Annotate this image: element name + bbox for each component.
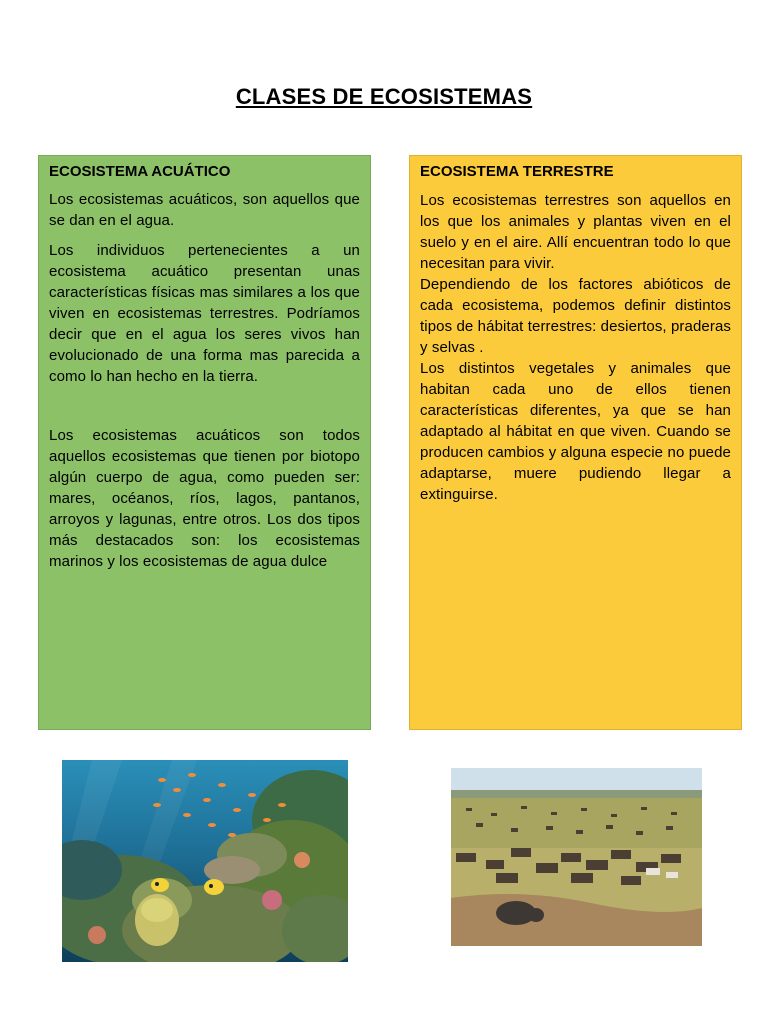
- aquatic-paragraph-3: Los ecosistemas acuáticos son todos aquellos ecosistemas que tienen por biotopo algún cuerpo de agua, como pueden ser: mares, océanos, ríos, lagos, pantanos, arroyos y lagunas, entre otros. Los dos tipos más destacados son: los ecosistemas marinos y los ecosistemas de agua dulce: [49, 427, 360, 570]
- aquatic-heading: ECOSISTEMA ACUÁTICO: [49, 163, 231, 180]
- aquatic-ecosystem-box: [38, 155, 371, 730]
- terrestrial-paragraph-2: Dependiendo de los factores abióticos de cada ecosistema, podemos definir distintos tipos de hábitat terrestres: desiertos, praderas y selvas .: [420, 276, 731, 356]
- aquatic-paragraph-1: Los ecosistemas acuáticos, son aquellos que se dan en el agua.: [49, 191, 360, 229]
- page-title: CLASES DE ECOSISTEMAS: [235, 84, 533, 109]
- terrestrial-paragraph-3: Los distintos vegetales y animales que habitan cada uno de ellos tienen características diferentes, ya que se han adaptado al hábitat en que viven. Cuando se producen cambios y alguna especie no puede adaptarse, muere pudiendo llegar a extinguirse.: [420, 360, 731, 503]
- aquatic-paragraph-2: Los individuos pertenecientes a un ecosistema acuático presentan unas características físicas mas similares a los que viven en ecosistemas terrestres. Podríamos decir que en el agua los seres vivos han evolucionado de una forma mas parecida a como lo han hecho en la tierra.: [49, 242, 360, 385]
- terrestrial-paragraph-1: Los ecosistemas terrestres son aquellos en los que los animales y plantas viven en el suelo y en el aire. Allí encuentran todo lo que necesitan para vivir.: [420, 192, 731, 272]
- coral-reef-photo: [62, 760, 348, 962]
- savanna-wildebeest-photo: [451, 768, 702, 946]
- terrestrial-heading: ECOSISTEMA TERRESTRE: [420, 163, 614, 180]
- terrestrial-ecosystem-box: [409, 155, 742, 730]
